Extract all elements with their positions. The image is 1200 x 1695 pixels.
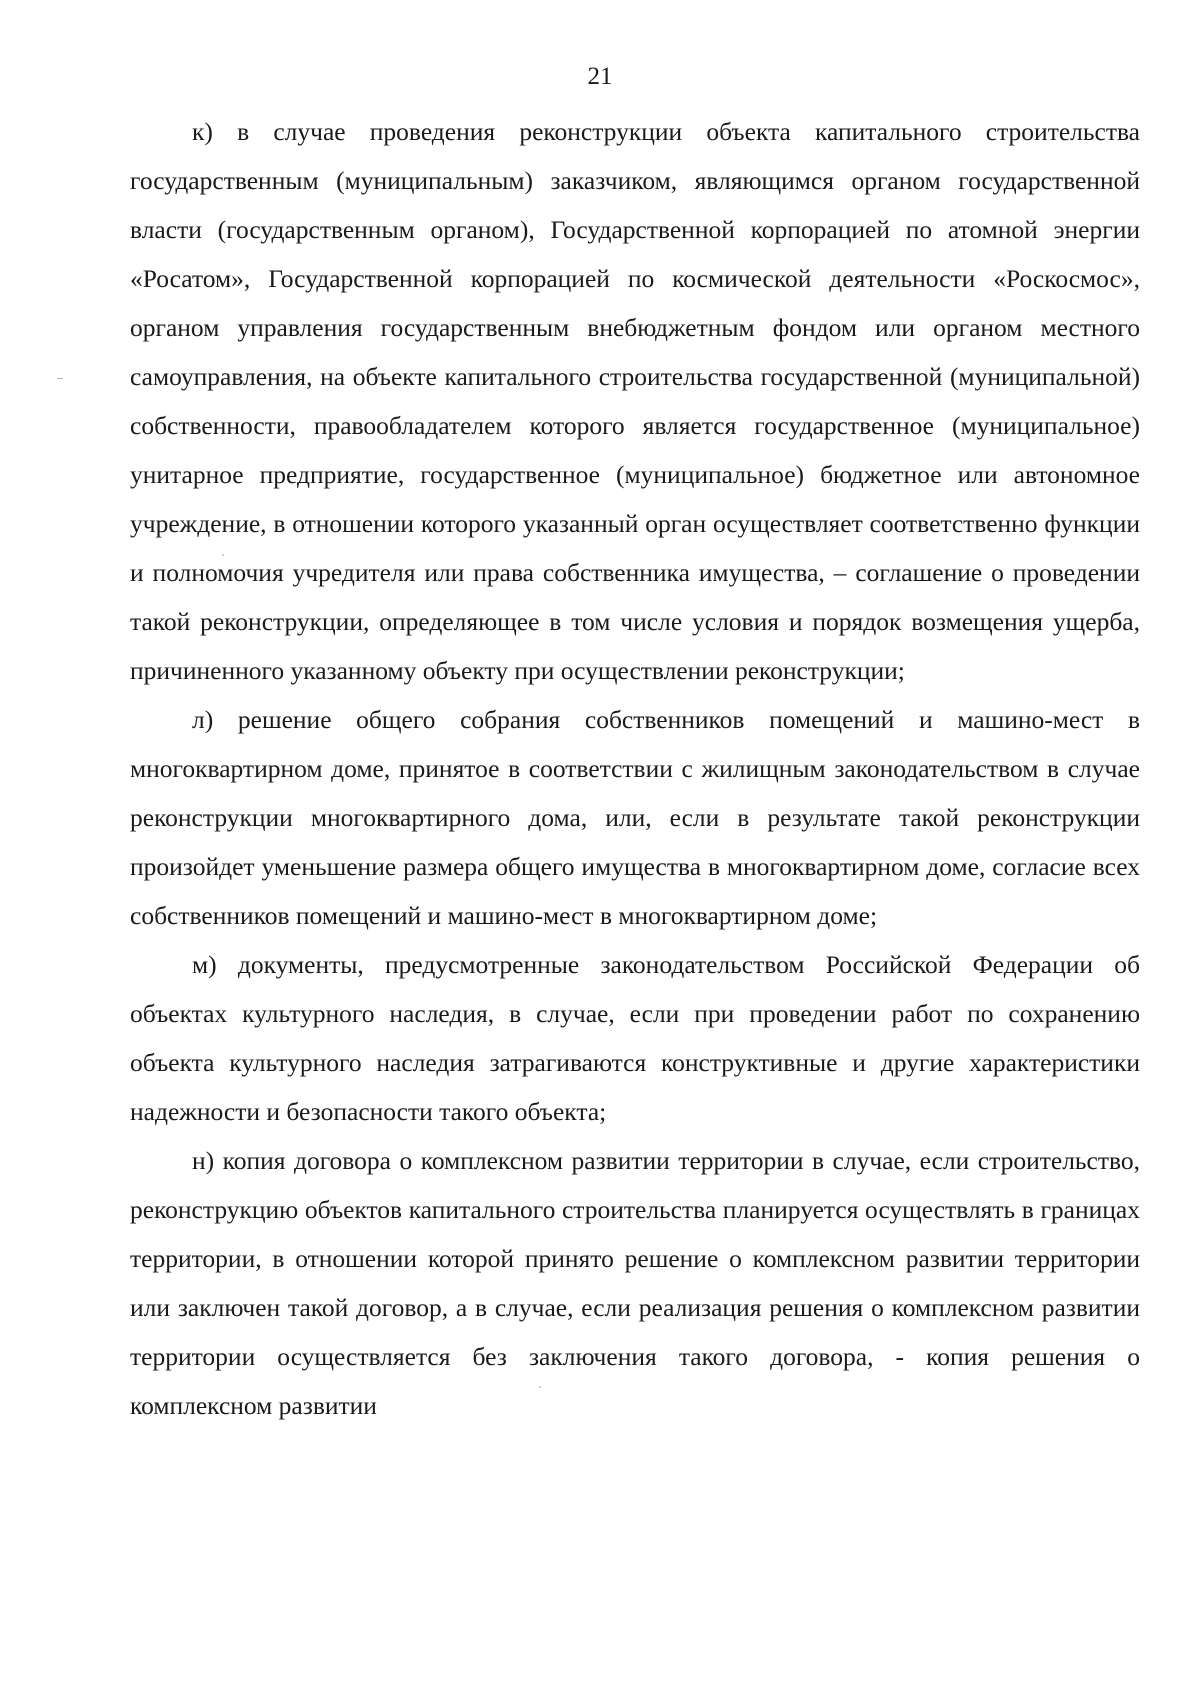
paragraph-item-l: л) решение общего собрания собственников помещений и машино-мест в многоквартирном доме, принятое в соответствии с жилищным законодательством в случае реконструкции многоквартирного дома, или, если в результате такой реконструкции произойдет уменьшение размера общего имущества в многоквартирном доме, согласие всех собственников помещений и машино-мест в многоквартирном доме; <box>130 705 1140 930</box>
paragraph-item-m: м) документы, предусмотренные законодательством Российской Федерации об объектах культурного наследия, в случае, если при проведении работ по сохранению объекта культурного наследия затрагиваются конструктивные и другие характеристики надежности и безопасности такого объекта; <box>130 950 1140 1126</box>
document-body <box>130 107 1140 1430</box>
paragraph-item-k: к) в случае проведения реконструкции объекта капитального строительства государственным (муниципальным) заказчиком, являющимся органом государственной власти (государственным органом), Государственной корпорацией по атомной энергии «Росатом», Государственной корпорацией по космической деятельности «Роскосмос», органом управления государственным внебюджетным фондом или органом местного самоуправления, на объекте капитального строительства государственной (муниципальной) собственности, правообладателем которого является государственное (муниципальное) унитарное предприятие, государственное (муниципальное) бюджетное или автономное учреждение, в отношении которого указанный орган осуществляет соответственно функции и полномочия учредителя или права собственника имущества, – соглашение о проведении такой реконструкции, определяющее в том числе условия и порядок возмещения ущерба, причиненного указанному объекту при осуществлении реконструкции; <box>130 117 1140 685</box>
page-number: 21 <box>587 63 613 90</box>
paragraph-item-n: н) копия договора о комплексном развитии территории в случае, если строительство, реконструкцию объектов капитального строительства планируется осуществлять в границах территории, в отношении которой принято решение о комплексном развитии территории или заключен такой договор, а в случае, если реализация решения о комплексном развитии территории осуществляется без заключения такого договора, - копия решения о комплексном развитии <box>130 1146 1140 1420</box>
scan-artifact-mark <box>57 378 63 379</box>
